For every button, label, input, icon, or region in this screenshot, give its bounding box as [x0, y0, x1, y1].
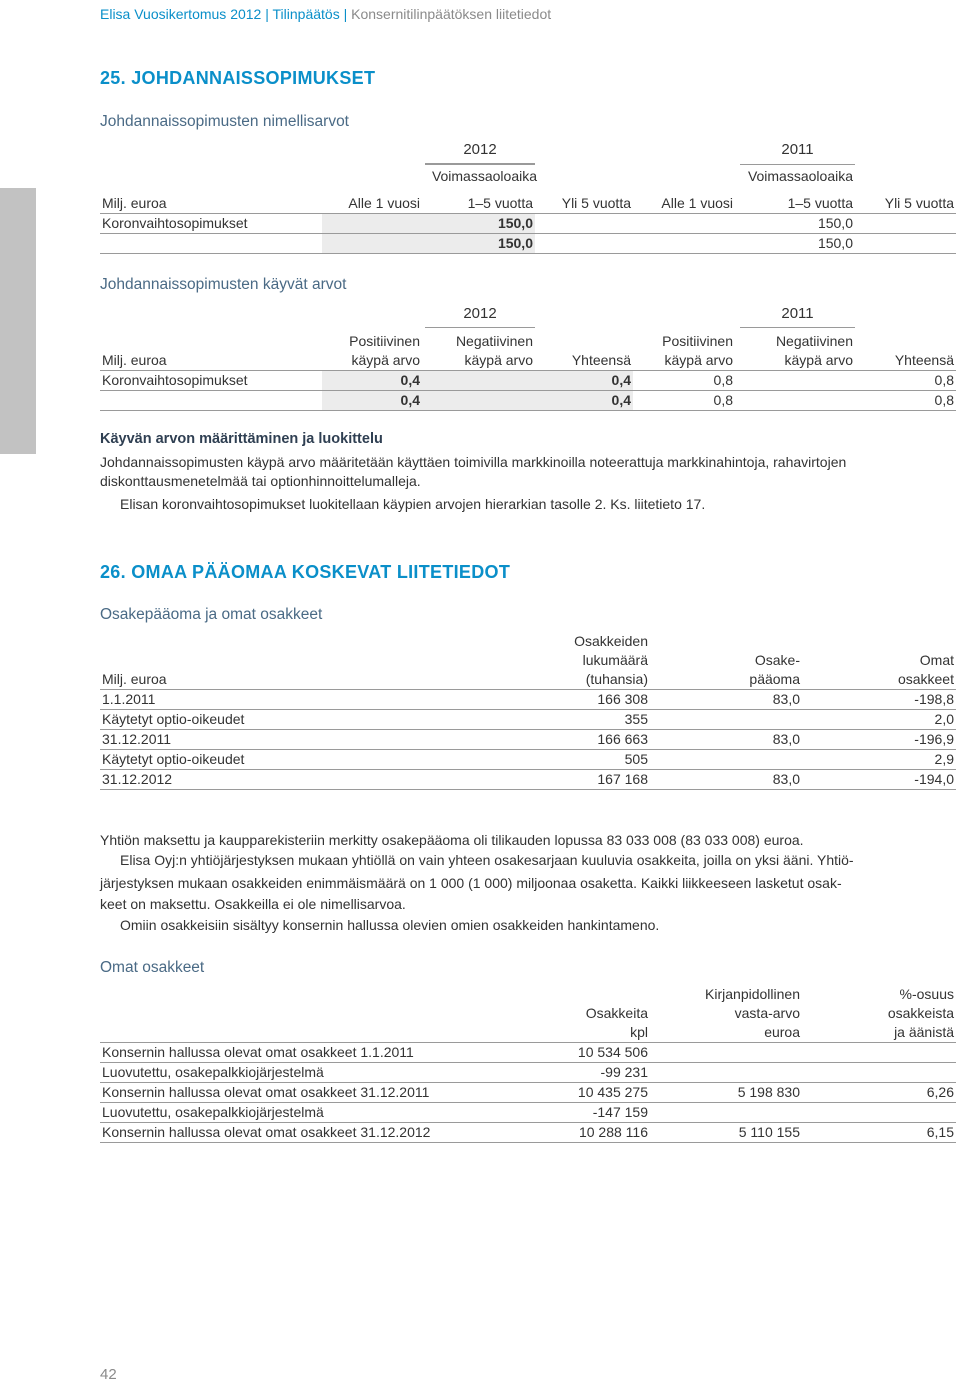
- table-row: [100, 750, 956, 770]
- unit-label: Milj. euroa: [100, 632, 470, 690]
- unit-label: Milj. euroa: [100, 332, 322, 371]
- valuation-paragraph: Johdannaissopimusten käypä arvo määritetään käyttäen toimivilla markkinoilla noteerattuja markkinahintoja, rahavirtojen diskonttausmenetelmää tai optionhinnoittelumalleja.: [100, 454, 847, 489]
- table-header-row: [100, 632, 956, 690]
- column-header: Yli 5 vuotta: [535, 194, 633, 214]
- sidebar-tab-marker: [0, 188, 36, 454]
- table-row: [100, 1103, 956, 1123]
- row-label: Luovutettu, osakepalkkiojärjestelmä: [100, 1063, 470, 1083]
- row-label: Konsernin hallussa olevat omat osakkeet 1.1.2011: [100, 1043, 470, 1063]
- column-header: Negatiivinen: [455, 333, 533, 349]
- row-label: Koronvaihtosopimukset: [100, 371, 322, 391]
- table-row: [100, 1083, 956, 1103]
- cell-value: [650, 710, 802, 730]
- column-header: Osakkeita: [585, 1005, 648, 1021]
- column-header: ja äänistä: [894, 1024, 954, 1040]
- cell-value: [650, 1063, 802, 1083]
- share-capital-subtitle: Osakepääoma ja omat osakkeet: [100, 606, 323, 623]
- table-header-row: [100, 332, 956, 371]
- year-underline: [425, 164, 535, 165]
- cell-value: 166 308: [470, 690, 650, 710]
- cell-value: [650, 750, 802, 770]
- nominal-year-2011: 2011: [781, 141, 814, 158]
- fair-values-table: [100, 332, 956, 411]
- column-header: Yhteensä: [855, 332, 956, 371]
- share-capital-paragraph: Yhtiön maksettu ja kaupparekisteriin merkitty osakepääoma oli tilikauden lopussa 83 033 008 (83 033 008) euroa.: [100, 832, 804, 848]
- column-header: Osake-: [754, 652, 800, 668]
- articles-paragraph-line: järjestyksen mukaan osakkeiden enimmäismäärä on 1 000 (1 000) miljoonaa osaketta. Kaikki liikkeeseen lasketut osak-: [100, 875, 842, 891]
- table-row: [100, 214, 956, 234]
- column-header: 1–5 vuotta: [422, 194, 535, 214]
- maturity-label-2011: Voimassaoloaika: [747, 168, 853, 184]
- fair-year-2011: 2011: [781, 305, 814, 322]
- column-header: Alle 1 vuosi: [633, 194, 735, 214]
- year-underline: [425, 327, 535, 328]
- cell-value: 0,4: [535, 371, 633, 391]
- cell-value: 5 198 830: [650, 1083, 802, 1103]
- valuation-heading: Käyvän arvon määrittäminen ja luokittelu: [100, 431, 383, 447]
- treasury-shares-table: [100, 985, 956, 1143]
- maturity-label-2012: Voimassaoloaika: [431, 168, 537, 184]
- cell-value: [802, 1103, 956, 1123]
- row-label: Konsernin hallussa olevat omat osakkeet 31.12.2012: [100, 1123, 470, 1143]
- table-row: [100, 690, 956, 710]
- column-header: käypä arvo: [464, 352, 533, 368]
- fair-year-2012: 2012: [463, 305, 497, 322]
- cell-value: [802, 1043, 956, 1063]
- unit-label: Milj. euroa: [100, 194, 322, 214]
- table-row: [100, 1063, 956, 1083]
- year-underline: [740, 164, 855, 165]
- cell-value: 10 435 275: [470, 1083, 650, 1103]
- cell-value: 355: [470, 710, 650, 730]
- table-header-row: [100, 194, 956, 214]
- column-header: käypä arvo: [784, 352, 853, 368]
- cell-value: 167 168: [470, 770, 650, 790]
- column-header: (tuhansia): [585, 671, 648, 687]
- row-label: Luovutettu, osakepalkkiojärjestelmä: [100, 1103, 470, 1123]
- cell-value: 2,0: [802, 710, 956, 730]
- cell-value: [650, 1043, 802, 1063]
- column-header: Negatiivinen: [775, 333, 853, 349]
- breadcrumb-current[interactable]: Konsernitilinpäätöksen liitetiedot: [351, 6, 552, 22]
- table-row: [100, 1043, 956, 1063]
- cell-value: 0,4: [535, 391, 633, 411]
- cell-value: 6,26: [802, 1083, 956, 1103]
- column-header: käypä arvo: [351, 352, 420, 368]
- row-label: Koronvaihtosopimukset: [100, 214, 322, 234]
- row-label: Käytetyt optio-oikeudet: [100, 750, 470, 770]
- column-header: euroa: [764, 1024, 800, 1040]
- column-header: Omat: [919, 652, 954, 668]
- breadcrumb-separator: |: [343, 6, 348, 22]
- valuation-paragraph-2: Elisan koronvaihtosopimukset luokitellaan käypien arvojen hierarkian tasolle 2. Ks. liitetieto 17.: [120, 496, 706, 512]
- year-underline: [740, 327, 855, 328]
- table-row: [100, 730, 956, 750]
- cell-value: 150,0: [735, 234, 855, 254]
- cell-value: 150,0: [735, 214, 855, 234]
- cell-value: 2,9: [802, 750, 956, 770]
- articles-paragraph-line: keet on maksettu. Osakkeilla ei ole nimellisarvoa.: [100, 896, 406, 912]
- note-26-title: 26. OMAA PÄÄOMAA KOSKEVAT LIITETIEDOT: [100, 562, 511, 582]
- breadcrumb-separator: |: [265, 6, 269, 22]
- page-number: 42: [100, 1366, 117, 1383]
- table-row: [100, 371, 956, 391]
- table-total-row: [100, 234, 956, 254]
- row-label: 31.12.2011: [100, 730, 470, 750]
- cell-value: 166 663: [470, 730, 650, 750]
- cell-value: 10 288 116: [470, 1123, 650, 1143]
- cell-value: 0,4: [322, 391, 422, 411]
- nominal-year-2012: 2012: [463, 141, 497, 158]
- column-header: Yhteensä: [535, 332, 633, 371]
- column-header: Alle 1 vuosi: [322, 194, 422, 214]
- table-row: [100, 770, 956, 790]
- cell-value: -194,0: [802, 770, 956, 790]
- nominal-values-subtitle: Johdannaissopimusten nimellisarvot: [100, 113, 349, 130]
- column-header: Yli 5 vuotta: [855, 194, 956, 214]
- cell-value: 150,0: [422, 234, 535, 254]
- column-header: 1–5 vuotta: [735, 194, 855, 214]
- cell-value: 0,8: [855, 371, 956, 391]
- cell-value: 83,0: [650, 690, 802, 710]
- cell-value: 0,8: [633, 391, 735, 411]
- note-25-title: 25. JOHDANNAISSOPIMUKSET: [100, 68, 376, 88]
- treasury-cost-paragraph: Omiin osakkeisiin sisältyy konsernin hallussa olevien omien osakkeiden hankintameno.: [120, 917, 660, 933]
- cell-value: 0,8: [855, 391, 956, 411]
- cell-value: 83,0: [650, 730, 802, 750]
- cell-value: 0,8: [633, 371, 735, 391]
- row-label: 31.12.2012: [100, 770, 470, 790]
- cell-value: -147 159: [470, 1103, 650, 1123]
- column-header: kpl: [630, 1024, 648, 1040]
- column-header: lukumäärä: [582, 652, 648, 668]
- table-header-row: [100, 985, 956, 1043]
- cell-value: 150,0: [422, 214, 535, 234]
- cell-value: 0,4: [322, 371, 422, 391]
- cell-value: -196,9: [802, 730, 956, 750]
- breadcrumb: [100, 6, 551, 22]
- breadcrumb-section[interactable]: Tilinpäätös: [272, 6, 340, 22]
- column-header: Kirjanpidollinen: [705, 986, 800, 1002]
- cell-value: 83,0: [650, 770, 802, 790]
- row-label: Käytetyt optio-oikeudet: [100, 710, 470, 730]
- fair-values-subtitle: Johdannaissopimusten käyvät arvot: [100, 276, 347, 293]
- column-header: osakkeet: [897, 671, 954, 687]
- column-header: %-osuus: [899, 986, 954, 1002]
- column-header: käypä arvo: [664, 352, 733, 368]
- column-header: Osakkeiden: [574, 633, 648, 649]
- column-header: vasta-arvo: [734, 1005, 800, 1021]
- column-header: Positiivinen: [349, 333, 420, 349]
- cell-value: [650, 1103, 802, 1123]
- column-header: osakkeista: [887, 1005, 954, 1021]
- share-capital-table: [100, 632, 956, 790]
- table-row: [100, 1123, 956, 1143]
- row-label: 1.1.2011: [100, 690, 470, 710]
- cell-value: 5 110 155: [650, 1123, 802, 1143]
- articles-paragraph-line: Elisa Oyj:n yhtiöjärjestyksen mukaan yhtiöllä on vain yhteen osakesarjaan kuuluvia osakkeita, joilla on yksi ääni. Yhtiö-: [120, 852, 854, 868]
- cell-value: -198,8: [802, 690, 956, 710]
- table-total-row: [100, 391, 956, 411]
- row-label: Konsernin hallussa olevat omat osakkeet 31.12.2011: [100, 1083, 470, 1103]
- table-row: [100, 710, 956, 730]
- column-header: pääoma: [749, 671, 800, 687]
- cell-value: 6,15: [802, 1123, 956, 1143]
- treasury-shares-subtitle: Omat osakkeet: [100, 959, 205, 976]
- cell-value: 10 534 506: [470, 1043, 650, 1063]
- cell-value: 505: [470, 750, 650, 770]
- nominal-values-body: [100, 194, 956, 254]
- breadcrumb-doc[interactable]: Elisa Vuosikertomus 2012: [100, 6, 262, 22]
- column-header: Positiivinen: [662, 333, 733, 349]
- cell-value: [802, 1063, 956, 1083]
- cell-value: -99 231: [470, 1063, 650, 1083]
